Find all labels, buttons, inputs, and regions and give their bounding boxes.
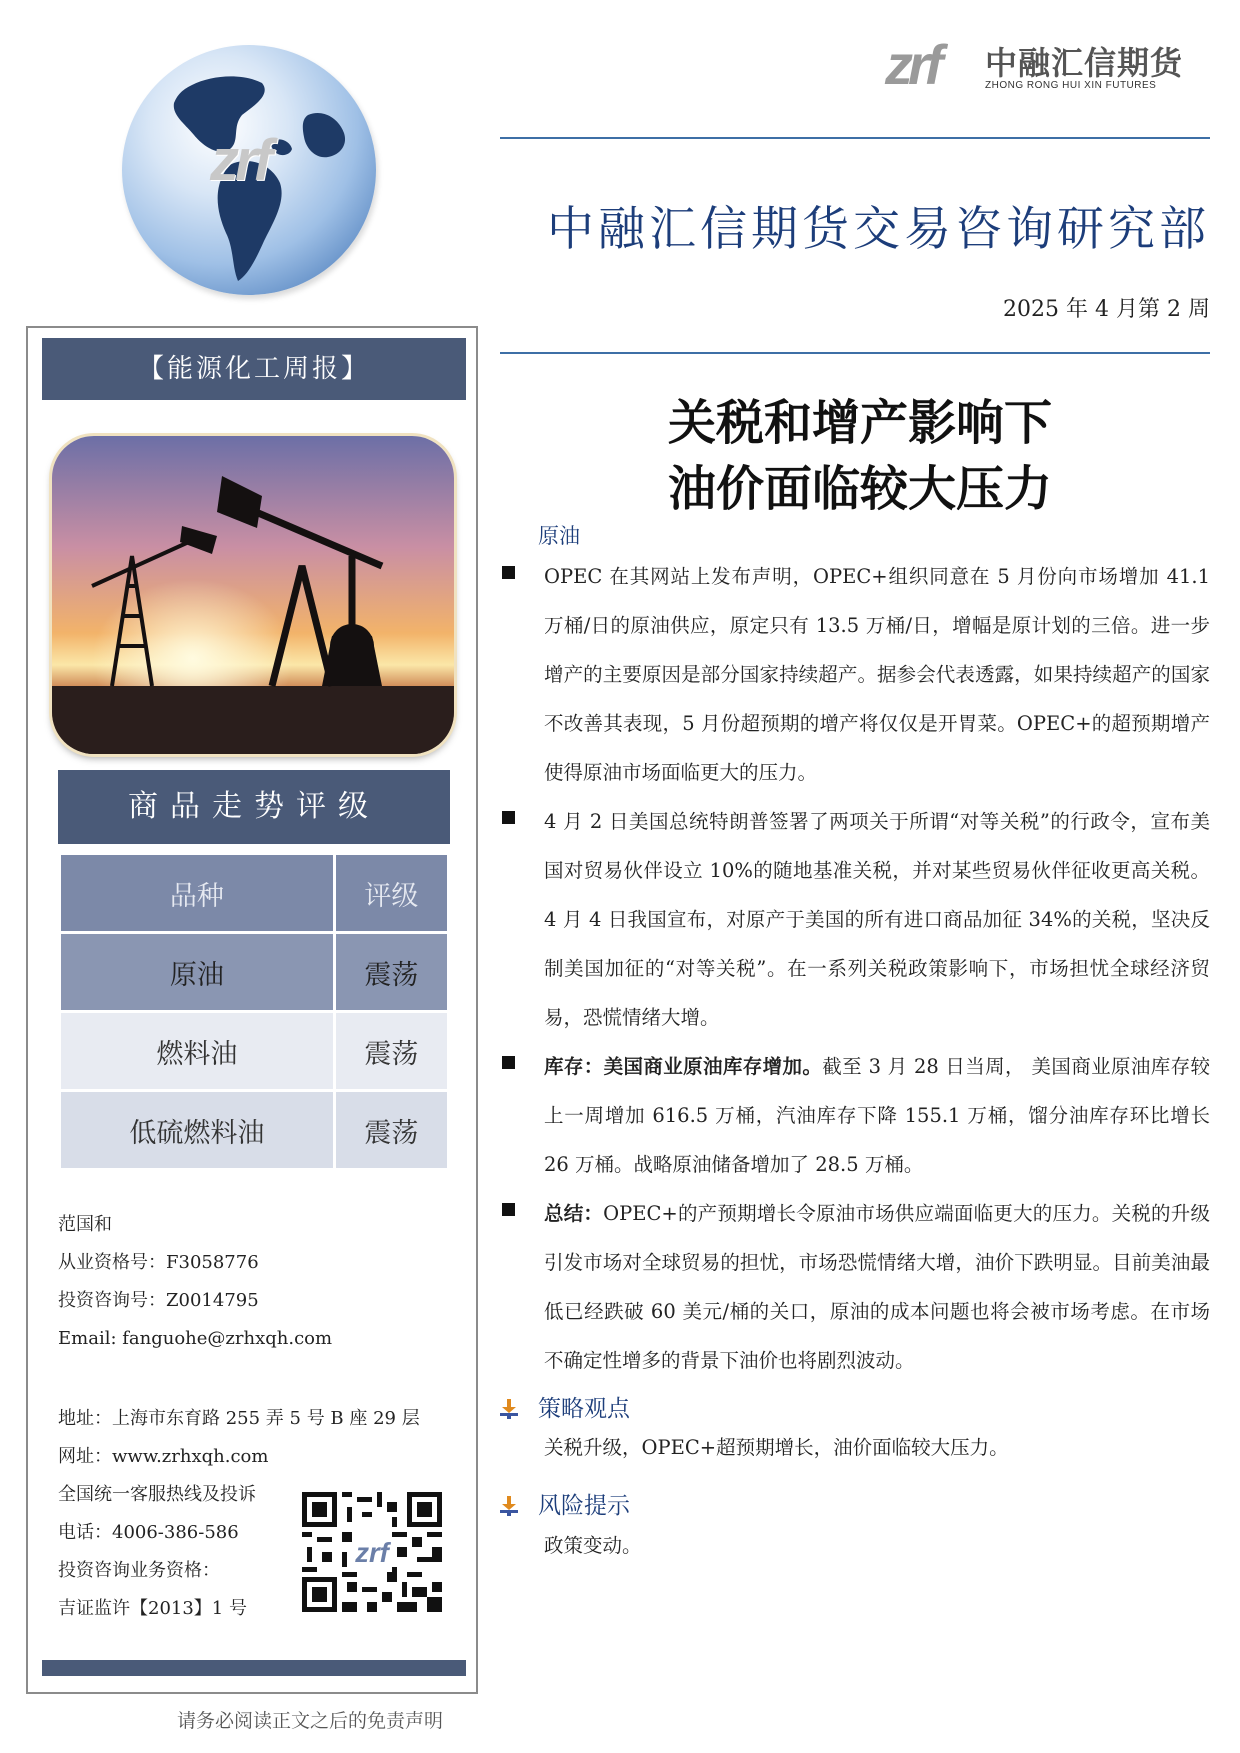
company-logo: [885, 32, 1215, 96]
globe-logo-image: [122, 45, 376, 295]
rating-table: [58, 852, 450, 1171]
bullet-text: OPEC 在其网站上发布声明，OPEC+组织同意在 5 月份向市场增加 41.1 万桶/日的原油供应，原定只有 13.5 万桶/日，增幅是原计划的三倍。进一步增产的主要原因是部分国家持续超产。据参会代表透露，如果持续超产的国家不改善其表现，5 月份超预期的增产将仅仅是开胃菜。OPEC+的超预期增产使得原油市场面临更大的压力。: [544, 565, 1210, 784]
risk-title: 风险提示: [538, 1493, 630, 1519]
header-divider-top: [500, 137, 1210, 139]
rating-table-header: [61, 855, 447, 931]
analyst-info: [58, 1206, 332, 1358]
rating-value-cell: 震荡: [336, 934, 447, 1010]
rating-value-cell: 震荡: [336, 1092, 447, 1168]
analyst-email[interactable]: Email: fanguohe@zrhxqh.com: [58, 1328, 333, 1349]
risk-text: 政策变动。: [544, 1534, 642, 1557]
square-bullet-icon: [502, 566, 515, 579]
arrow-bullet-icon: [500, 1496, 518, 1516]
company-license-label: 投资咨询业务资格：: [58, 1560, 220, 1581]
strategy-text: 关税升级，OPEC+超预期增长，油价面临较大压力。: [544, 1436, 1009, 1459]
company-address: 地址：上海市东育路 255 弄 5 号 B 座 29 层: [58, 1408, 420, 1429]
rating-col-rating: 评级: [336, 855, 447, 931]
sidebar-bottom-bar: [42, 1660, 466, 1676]
analyst-license: 从业资格号：F3058776: [58, 1252, 259, 1273]
square-bullet-icon: [502, 1203, 515, 1216]
report-type-banner: 【能源化工周报】: [42, 338, 466, 400]
report-title: [560, 390, 1160, 522]
company-hotline-label: 全国统一客服热线及投诉: [58, 1484, 256, 1505]
rating-value-cell: 震荡: [336, 1013, 447, 1089]
square-bullet-icon: [502, 1056, 515, 1069]
header-divider-bottom: [500, 352, 1210, 354]
analyst-name: 范国和: [58, 1214, 112, 1235]
bullet-bold-lead: 总结：: [544, 1202, 604, 1225]
rating-product-cell: 原油: [61, 934, 333, 1010]
rating-col-product: 品种: [61, 855, 333, 931]
bullet-text: 截至 3 月 28 日当周， 美国商业原油库存较上一周增加 616.5 万桶，汽油库存下降 155.1 万桶，馏分油库存环比增长 26 万桶。战略原油储备增加了 28.5 万桶。: [544, 1055, 1210, 1176]
company-license-number: 吉证监许【2013】1 号: [58, 1598, 247, 1619]
brand-name-cn: 中融汇信期货: [985, 44, 1184, 82]
department-title: 中融汇信期货交易咨询研究部: [547, 202, 1210, 257]
company-website[interactable]: 网址：www.zrhxqh.com: [58, 1446, 269, 1467]
list-item: [502, 1042, 1210, 1189]
list-item: [502, 552, 1210, 797]
rating-product-cell: 燃料油: [61, 1013, 333, 1089]
bullet-text: OPEC+的产预期增长令原油市场供应端面临更大的压力。关税的升级引发市场对全球贸易的担忧，市场恐慌情绪大增，油价下跌明显。目前美油最低已经跌破 60 美元/桶的关口，原油的成本问题也将会被市场考虑。在市场不确定性增多的背景下油价也将剧烈波动。: [544, 1202, 1210, 1372]
qr-code[interactable]: [302, 1492, 442, 1612]
list-item: [502, 1189, 1210, 1385]
disclaimer-note: 请务必阅读正文之后的免责声明: [176, 1710, 443, 1732]
bullet-text: 4 月 2 日美国总统特朗普签署了两项关于所谓“对等关税”的行政令，宣布美国对贸易伙伴设立 10%的随地基准关税，并对某些贸易伙伴征收更高关税。4 月 4 日我国宣布，对原产于美国的所有进口商品加征 34%的关税，坚决反制美国加征的“对等关税”。在一系列关税政策影响下，市场担忧全球经济贸易，恐慌情绪大增。: [544, 810, 1210, 1029]
qr-zrf-logo: zrf: [355, 1537, 389, 1568]
strategy-heading: [500, 1390, 630, 1423]
report-title-line1: 关税和增产影响下: [667, 395, 1052, 451]
square-bullet-icon: [502, 811, 515, 824]
report-title-line2: 油价面临较大压力: [667, 461, 1052, 517]
brand-mark: zrf: [885, 33, 939, 96]
analyst-consult-id: 投资咨询号：Z0014795: [58, 1290, 259, 1311]
table-row: [61, 1092, 447, 1168]
brand-name-en: ZHONG RONG HUI XIN FUTURES: [985, 80, 1157, 91]
strategy-title: 策略观点: [538, 1396, 630, 1422]
globe-zrf-logo: zrf: [210, 128, 269, 193]
list-item: [502, 797, 1210, 1042]
company-phone: 电话：4006-386-586: [58, 1522, 239, 1543]
risk-heading: [500, 1487, 630, 1520]
table-row: [61, 1013, 447, 1089]
rating-product-cell: 低硫燃料油: [61, 1092, 333, 1168]
oil-pump-sunset-photo: [52, 436, 454, 754]
bullet-bold-lead: 库存：美国商业原油库存增加。: [544, 1055, 823, 1078]
table-row: [61, 934, 447, 1010]
report-date: 2025 年 4 月第 2 周: [1003, 297, 1210, 322]
category-label: 原油: [538, 524, 580, 548]
arrow-bullet-icon: [500, 1399, 518, 1419]
rating-section-title: 商品走势评级: [58, 770, 450, 844]
